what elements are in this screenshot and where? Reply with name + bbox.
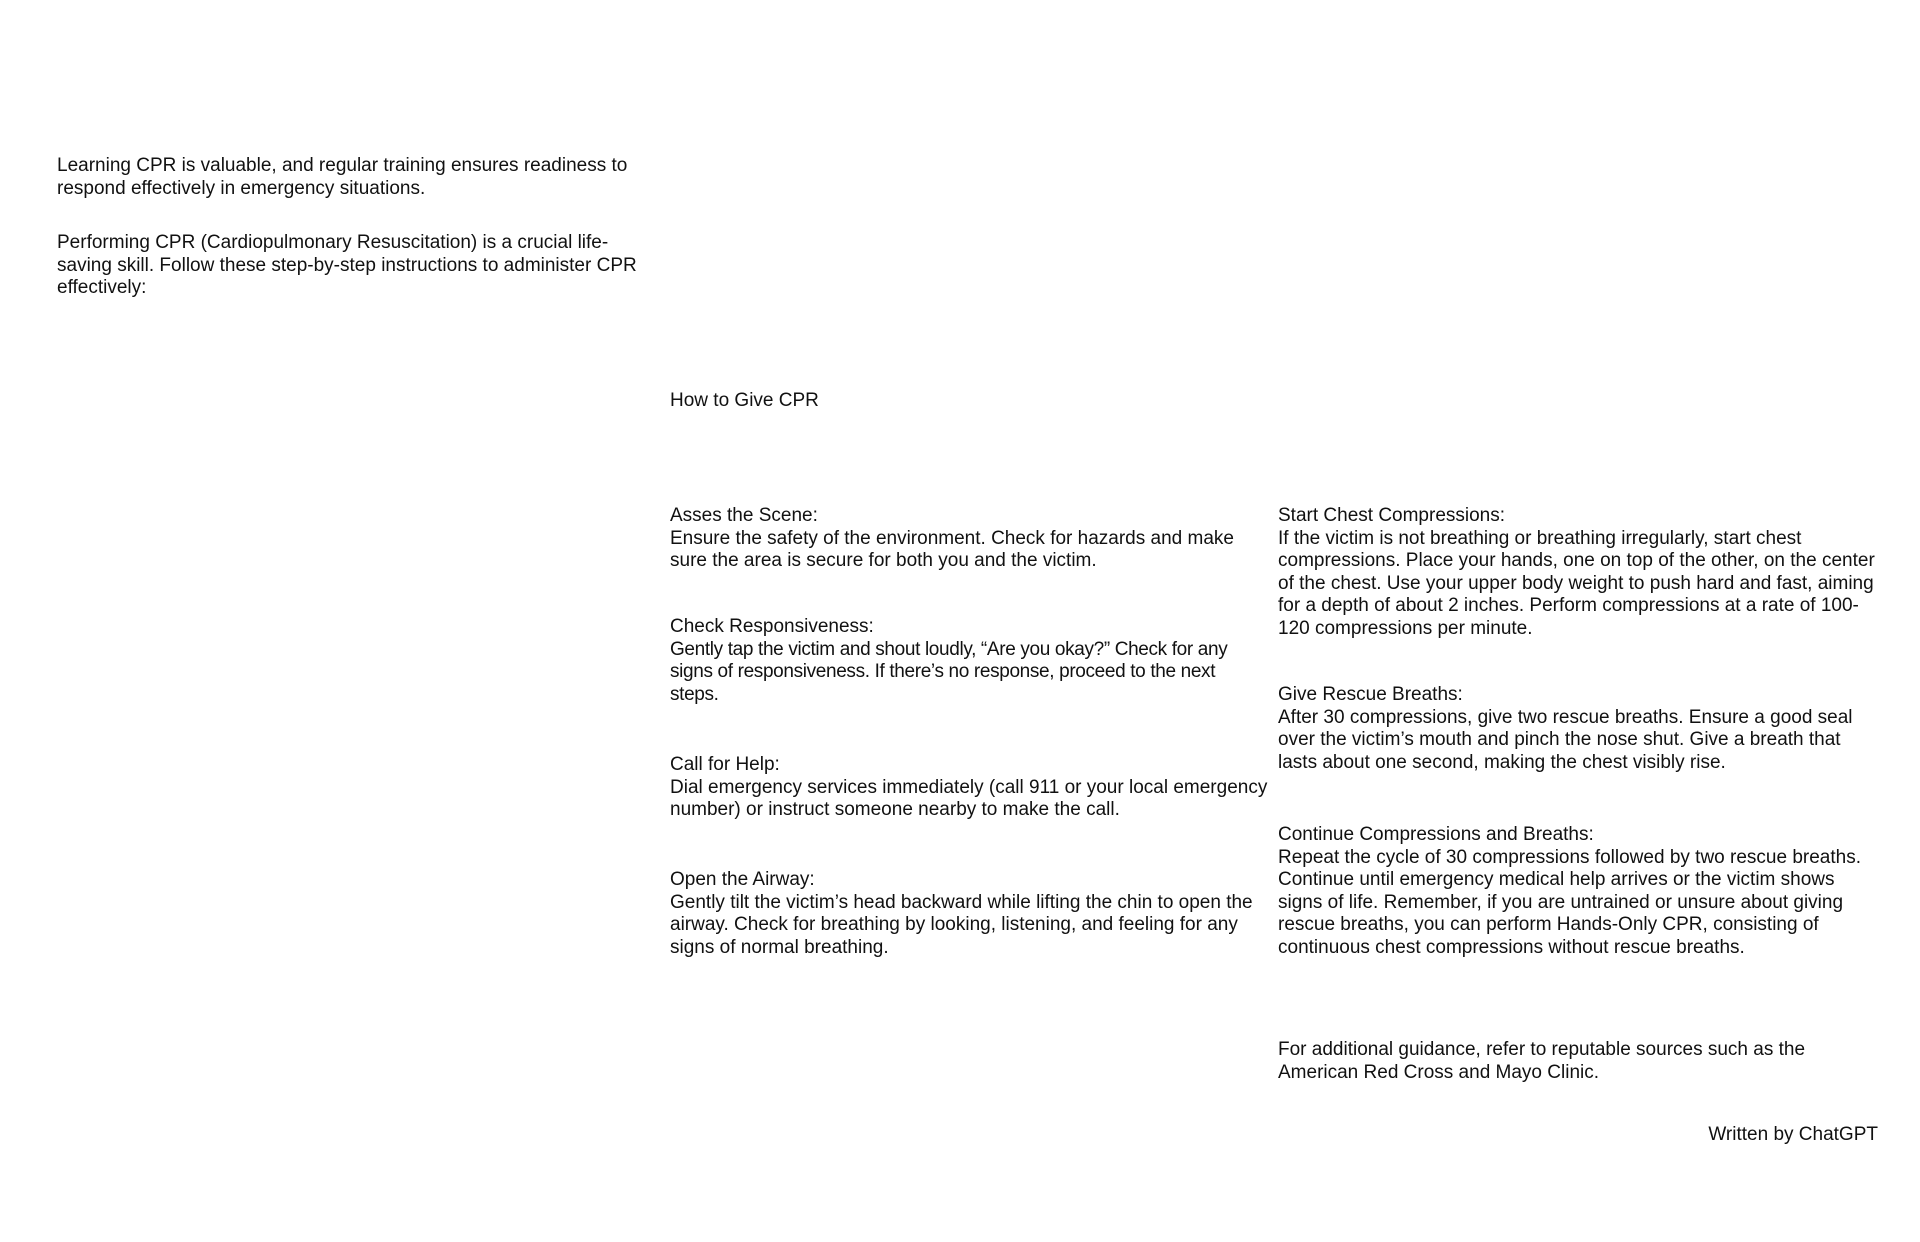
step-text: Repeat the cycle of 30 compressions followed by two rescue breaths. Continue until emergency medical help arrives or the victim shows signs of life. Remember, if you are untrained or unsure about giving rescue breaths, you can perform Hands-Only CPR, consisting of continuous chest compressions without rescue breaths.	[1278, 846, 1861, 958]
step-text: Gently tap the victim and shout loudly, “Are you okay?” Check for any signs of responsiveness. If there’s no response, proceed to the next steps.	[670, 638, 1228, 705]
step-text: Dial emergency services immediately (call 911 or your local emergency number) or instruct someone nearby to make the call.	[670, 776, 1268, 820]
step-check-responsiveness	[670, 616, 1268, 706]
step-text: Gently tilt the victim’s head backward while lifting the chin to open the airway. Check for breathing by looking, listening, and feeling for any signs of normal breathing.	[670, 891, 1253, 958]
step-heading: Give Rescue Breaths:	[1278, 684, 1463, 705]
step-asses-scene	[670, 505, 1268, 573]
step-give-rescue-breaths	[1278, 684, 1878, 774]
step-heading: Check Responsiveness:	[670, 616, 874, 637]
step-heading: Continue Compressions and Breaths:	[1278, 824, 1594, 845]
additional-guidance-paragraph: For additional guidance, refer to reputable sources such as the American Red Cross and Mayo Clinic.	[1278, 1039, 1806, 1083]
step-text: After 30 compressions, give two rescue breaths. Ensure a good seal over the victim’s mouth and pinch the nose shut. Give a breath that lasts about one second, making the chest visibly rise.	[1278, 706, 1853, 773]
step-open-airway	[670, 869, 1268, 959]
step-start-chest-compressions	[1278, 505, 1878, 640]
step-text: If the victim is not breathing or breathing irregularly, start chest compressions. Place your hands, one on top of the other, on the center of the chest. Use your upper body weight to push hard and fast, aiming for a depth of about 2 inches. Perform compressions at a rate of 100-120 compressions per minute.	[1278, 527, 1875, 639]
step-heading: Asses the Scene:	[670, 505, 818, 526]
author-signature: Written by ChatGPT	[1708, 1124, 1878, 1145]
step-continue-compressions	[1278, 824, 1878, 959]
step-heading: Start Chest Compressions:	[1278, 505, 1506, 526]
step-heading: Open the Airway:	[670, 869, 815, 890]
intro-lead-paragraph: Performing CPR (Cardiopulmonary Resuscitation) is a crucial life-saving skill. Follow these step-by-step instructions to administer CPR effectively:	[57, 232, 637, 298]
intro-closing-paragraph: Learning CPR is valuable, and regular training ensures readiness to respond effectively in emergency situations.	[57, 155, 628, 199]
step-text: Ensure the safety of the environment. Check for hazards and make sure the area is secure for both you and the victim.	[670, 527, 1234, 571]
step-call-for-help	[670, 754, 1268, 822]
step-heading: Call for Help:	[670, 754, 780, 775]
page-title: How to Give CPR	[670, 390, 819, 411]
